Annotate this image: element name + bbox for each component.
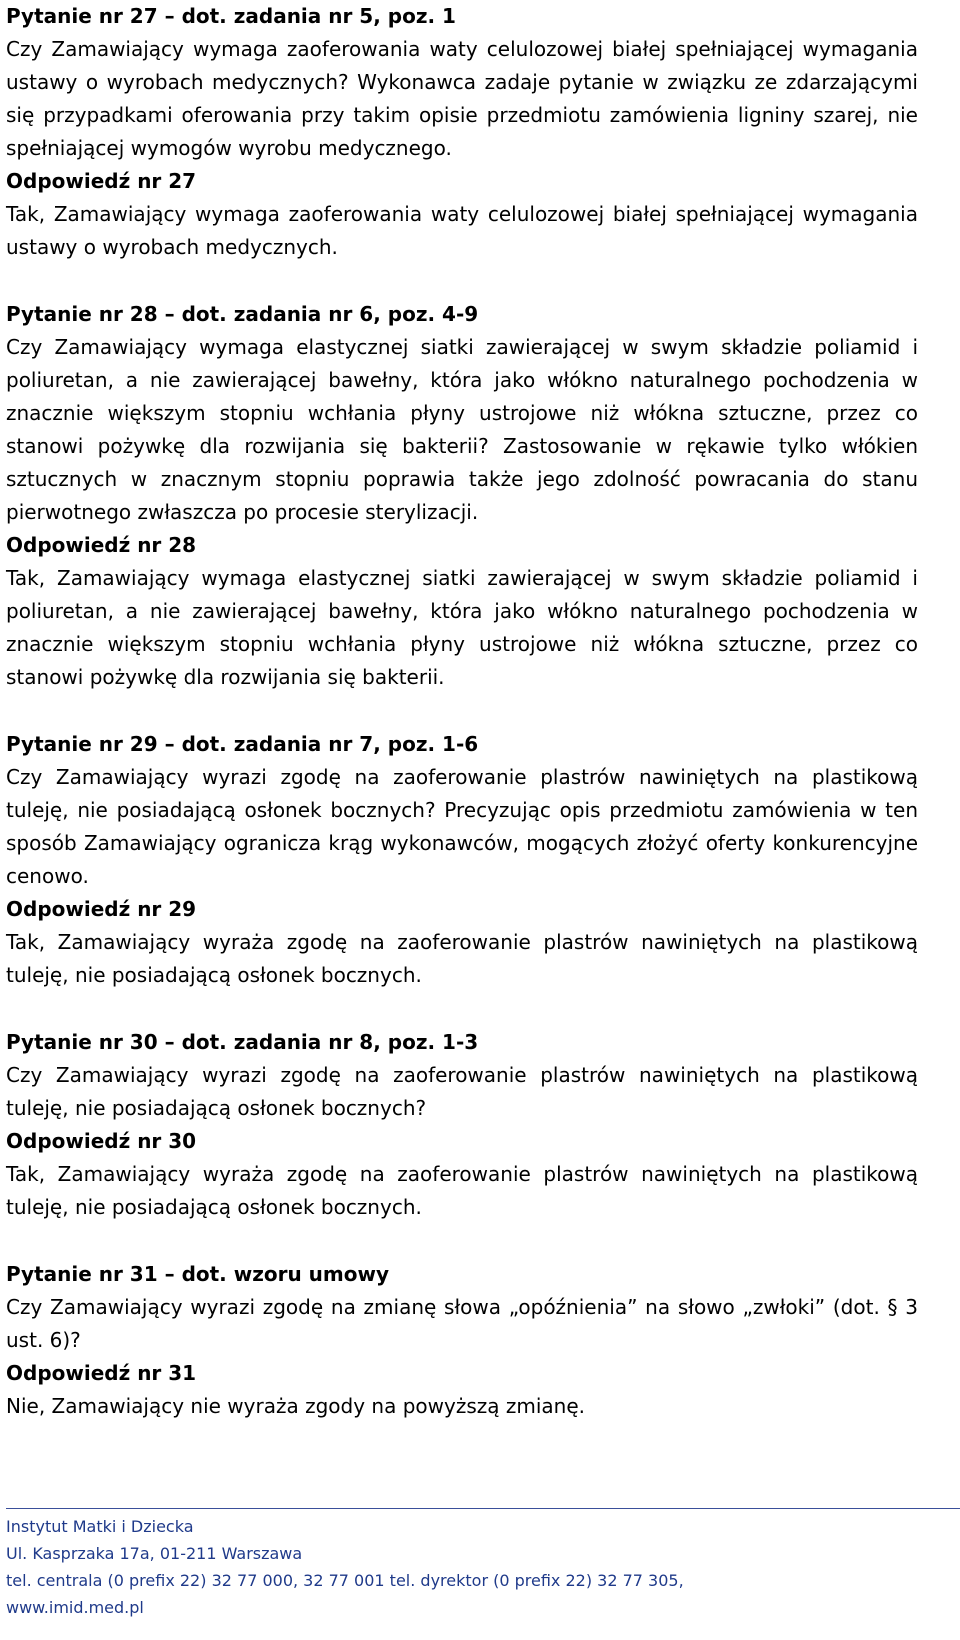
question-text: Czy Zamawiający wymaga zaoferowania waty celulozowej białej spełniającej wymagania ustawy o wyrobach medycznych? Wykonawca zadaje pytanie w związku ze zdarzającymi się przypadkami oferowania przy takim opisie przedmiotu zamówienia ligniny szarej, nie spełniającej wymogów wyrobu medycznego. [6,37,918,160]
question-text: Czy Zamawiający wyrazi zgodę na zaoferowanie plastrów nawiniętych na plastikową tuleję, nie posiadającą osłonek bocznych? Precyzując opis przedmiotu zamówienia w ten sposób Zamawiający ogranicza krąg wykonawców, mogących złożyć oferty konkurencyjne cenowo. [6,765,918,888]
footer-address: Ul. Kasprzaka 17a, 01-211 Warszawa [6,1544,303,1563]
question-heading: Pytanie nr 29 – dot. zadania nr 7, poz. 1-6 [6,732,479,756]
footer-institution: Instytut Matki i Dziecka [6,1517,194,1536]
answer-text: Tak, Zamawiający wyraża zgodę na zaoferowanie plastrów nawiniętych na plastikową tuleję, nie posiadającą osłonek bocznych. [6,930,918,987]
qa-block-29 [6,728,918,992]
footer-phones: tel. centrala (0 prefix 22) 32 77 000, 32 77 001 tel. dyrektor (0 prefix 22) 32 77 305, [6,1571,684,1590]
answer-heading: Odpowiedź nr 27 [6,169,197,193]
answer-heading: Odpowiedź nr 29 [6,897,197,921]
answer-text: Tak, Zamawiający wyraża zgodę na zaoferowanie plastrów nawiniętych na plastikową tuleję, nie posiadającą osłonek bocznych. [6,1162,918,1219]
qa-block-28 [6,298,918,694]
question-heading: Pytanie nr 27 – dot. zadania nr 5, poz. 1 [6,4,456,28]
qa-block-27 [6,0,918,264]
answer-text: Tak, Zamawiający wymaga zaoferowania waty celulozowej białej spełniającej wymagania ustawy o wyrobach medycznych. [6,202,918,259]
answer-text: Nie, Zamawiający nie wyraża zgody na powyższą zmianę. [6,1394,585,1418]
answer-heading: Odpowiedź nr 31 [6,1361,197,1385]
qa-block-30 [6,1026,918,1224]
question-text: Czy Zamawiający wyrazi zgodę na zmianę słowa „opóźnienia” na słowo „zwłoki” (dot. § 3 ust. 6)? [6,1295,918,1352]
question-heading: Pytanie nr 31 – dot. wzoru umowy [6,1262,389,1286]
page-footer [6,1508,960,1621]
question-heading: Pytanie nr 30 – dot. zadania nr 8, poz. 1-3 [6,1030,479,1054]
question-heading: Pytanie nr 28 – dot. zadania nr 6, poz. 4-9 [6,302,479,326]
qa-block-31 [6,1258,918,1423]
question-text: Czy Zamawiający wymaga elastycznej siatki zawierającej w swym składzie poliamid i poliuretan, a nie zawierającej bawełny, która jako włókno naturalnego pochodzenia w znacznie większym stopniu wchłania płyny ustrojowe niż włókna sztuczne, przez co stanowi pożywkę dla rozwijania się bakterii? Zastosowanie w rękawie tylko włókien sztucznych w znacznym stopniu poprawia także jego zdolność powracania do stanu pierwotnego zwłaszcza po procesie sterylizacji. [6,335,918,524]
answer-heading: Odpowiedź nr 28 [6,533,197,557]
answer-heading: Odpowiedź nr 30 [6,1129,197,1153]
document-body [6,0,918,1423]
footer-website-link[interactable]: www.imid.med.pl [6,1598,144,1617]
question-text: Czy Zamawiający wyrazi zgodę na zaoferowanie plastrów nawiniętych na plastikową tuleję, nie posiadającą osłonek bocznych? [6,1063,918,1120]
answer-text: Tak, Zamawiający wymaga elastycznej siatki zawierającej w swym składzie poliamid i poliuretan, a nie zawierającej bawełny, która jako włókno naturalnego pochodzenia w znacznie większym stopniu wchłania płyny ustrojowe niż włókna sztuczne, przez co stanowi pożywkę dla rozwijania się bakterii. [6,566,918,689]
